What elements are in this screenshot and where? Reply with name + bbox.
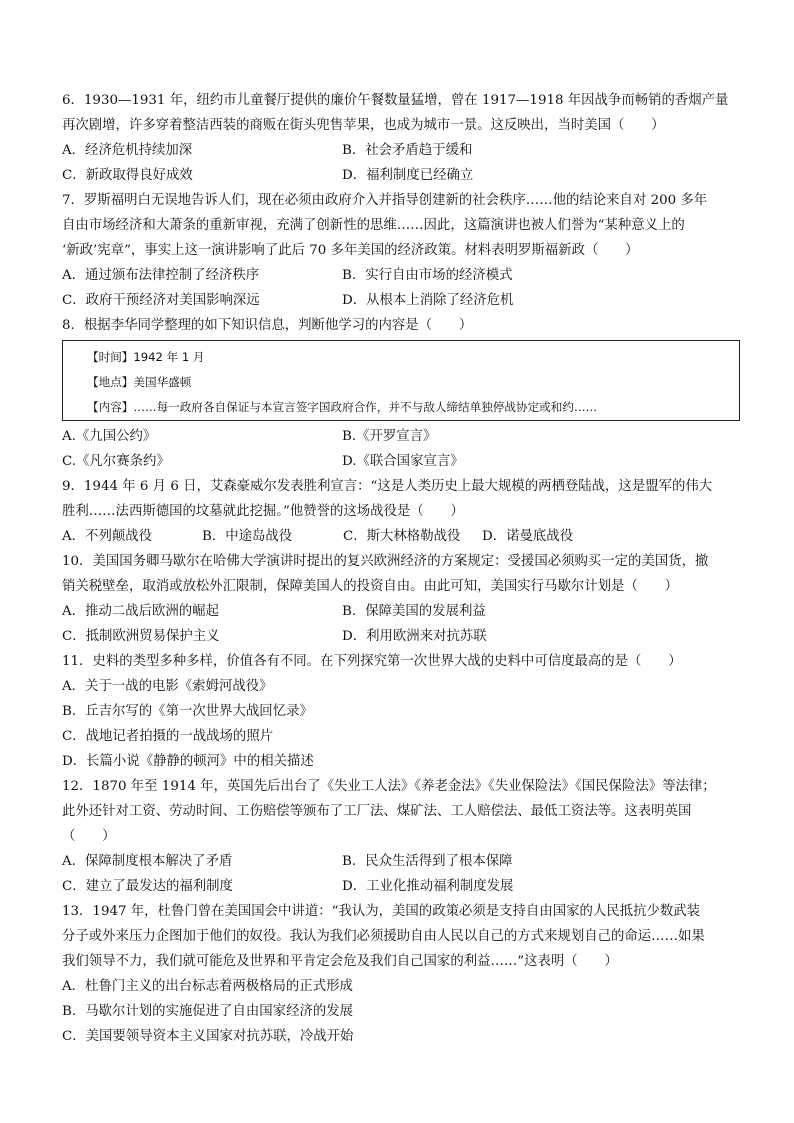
- option-a[interactable]: A．推动二战后欧洲的崛起: [62, 604, 219, 619]
- option-b[interactable]: B．马歇尔计划的实施促进了自由国家经济的发展: [62, 1004, 354, 1019]
- option-c[interactable]: C.《凡尔赛条约》: [62, 454, 170, 469]
- option-b[interactable]: B．中途岛战役: [202, 529, 293, 544]
- option-a[interactable]: A．通过颁布法律控制了经济秩序: [62, 268, 260, 283]
- question-8: [62, 313, 742, 474]
- option-b[interactable]: B.《开罗宣言》: [342, 429, 437, 444]
- option-b[interactable]: B．实行自由市场的经济模式: [342, 268, 513, 283]
- option-d[interactable]: D．从根本上消除了经济危机: [342, 293, 514, 308]
- question-text: 再次剧增，许多穿着整洁西装的商贩在街头兜售苹果，也成为城市一景。这反映出，当时美国（ ）: [62, 118, 665, 133]
- question-text: ‘新政’宪章”，事实上这一演讲影响了此后 70 多年美国的经济政策。材料表明罗斯福新政（ ）: [62, 243, 639, 258]
- option-c[interactable]: C．战地记者拍摄的一战战场的照片: [62, 729, 274, 744]
- question-text: （ ）: [62, 829, 116, 844]
- option-d[interactable]: D．长篇小说《静静的顿河》中的相关描述: [62, 754, 314, 769]
- option-c[interactable]: C．新政取得良好成效: [62, 168, 193, 183]
- question-7: [62, 188, 742, 313]
- option-c[interactable]: C．政府干预经济对美国影响深远: [62, 293, 260, 308]
- option-a[interactable]: A．保障制度根本解决了矛盾: [62, 854, 233, 869]
- question-6: [62, 88, 742, 188]
- question-text: 11．史料的类型多种多样，价值各有不同。在下列探究第一次世界大战的史料中可信度最高的是（ ）: [62, 654, 682, 669]
- question-text: 6．1930—1931 年，纽约市儿童餐厅提供的廉价午餐数量猛增，曾在 1917—1918 年因战争而畅销的香烟产量: [62, 93, 729, 108]
- option-c[interactable]: C．建立了最发达的福利制度: [62, 879, 233, 894]
- option-a[interactable]: A．杜鲁门主义的出台标志着两极格局的正式形成: [62, 979, 353, 994]
- question-text: 此外还针对工资、劳动时间、工伤赔偿等颁布了工厂法、煤矿法、工人赔偿法、最低工资法等。这表明英国: [62, 804, 692, 819]
- question-9: [62, 474, 742, 549]
- info-box: [62, 340, 740, 421]
- question-11: [62, 649, 742, 774]
- option-a[interactable]: A．经济危机持续加深: [62, 143, 193, 158]
- question-text: 分子或外来压力企图加于他们的奴役。我认为我们必须援助自由人民以自己的方式来规划自己的命运……如果: [62, 929, 705, 944]
- question-text: 销关税壁垒，取消或放松外汇限制，保障美国人的投资自由。由此可知，美国实行马歇尔计划是（ ）: [62, 579, 678, 594]
- option-a[interactable]: A.《九国公约》: [62, 429, 157, 444]
- option-c[interactable]: C．美国要领导资本主义国家对抗苏联，冷战开始: [62, 1029, 354, 1044]
- option-b[interactable]: B．社会矛盾趋于缓和: [342, 143, 473, 158]
- question-text: 10．美国国务卿马歇尔在哈佛大学演讲时提出的复兴欧洲经济的方案规定：受援国必须购买一定的美国货，撤: [62, 554, 709, 569]
- option-d[interactable]: D．诺曼底战役: [482, 529, 574, 544]
- info-place: 【地点】美国华盛顿: [87, 375, 192, 389]
- question-12: [62, 774, 742, 899]
- question-10: [62, 549, 742, 649]
- question-text: 13．1947 年，杜鲁门曾在美国国会中讲道：“我认为，美国的政策必须是支持自由国家的人民抵抗少数武装: [62, 904, 701, 919]
- question-13: [62, 899, 742, 1049]
- option-a[interactable]: A．不列颠战役: [62, 529, 153, 544]
- question-text: 自由市场经济和大萧条的重新审视，充满了创新性的思维……因此，这篇演讲也被人们誉为“某种意义上的: [62, 218, 685, 233]
- option-c[interactable]: C．斯大林格勒战役: [343, 529, 461, 544]
- document-page: [62, 88, 742, 1049]
- question-text: 我们领导不力，我们就可能危及世界和平肯定会危及我们自己国家的利益……”这表明（ ）: [62, 954, 618, 969]
- option-d[interactable]: D.《联合国家宣言》: [342, 454, 464, 469]
- question-text: 胜利……法西斯德国的坟墓就此挖掘。”他赞誉的这场战役是（ ）: [62, 504, 464, 519]
- option-d[interactable]: D．福利制度已经确立: [342, 168, 474, 183]
- option-d[interactable]: D．利用欧洲来对抗苏联: [342, 629, 487, 644]
- question-text: 8．根据李华同学整理的如下知识信息，判断他学习的内容是（ ）: [62, 318, 473, 333]
- option-b[interactable]: B．民众生活得到了根本保障: [342, 854, 513, 869]
- option-b[interactable]: B．保障美国的发展利益: [342, 604, 486, 619]
- question-text: 7．罗斯福明白无误地告诉人们，现在必须由政府介入并指导创建新的社会秩序……他的结论来自对 200 多年: [62, 193, 708, 208]
- option-d[interactable]: D．工业化推动福利制度发展: [342, 879, 514, 894]
- question-text: 9．1944 年 6 月 6 日，艾森豪威尔发表胜利宣言：“这是人类历史上最大规模的两栖登陆战，这是盟军的伟大: [62, 479, 713, 494]
- option-c[interactable]: C．抵制欧洲贸易保护主义: [62, 629, 220, 644]
- info-time: 【时间】1942 年 1 月: [87, 350, 205, 364]
- option-a[interactable]: A．关于一战的电影《索姆河战役》: [62, 679, 273, 694]
- question-text: 12．1870 年至 1914 年，英国先后出台了《失业工人法》《养老金法》《失业保险法》《国民保险法》等法律；: [62, 779, 716, 794]
- option-b[interactable]: B．丘吉尔写的《第一次世界大战回忆录》: [62, 704, 313, 719]
- info-content: 【内容】……每一政府各自保证与本宣言签字国政府合作，并不与敌人缔结单独停战协定或和约……: [87, 400, 598, 414]
